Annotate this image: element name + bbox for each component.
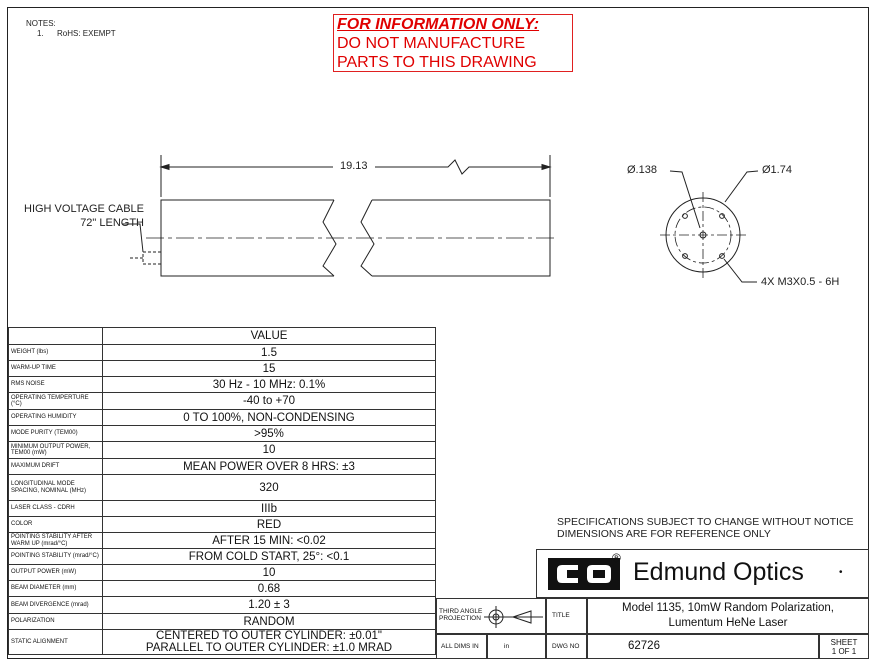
table-row — [9, 393, 436, 410]
table-row — [9, 377, 436, 393]
spec-value: FROM COLD START, 25°: <0.1 — [103, 549, 436, 565]
title-label-cell — [546, 598, 587, 634]
spec-value: 320 — [103, 475, 436, 501]
spec-key: POINTING STABILITY AFTER WARM UP (mrad/°C) — [9, 533, 103, 549]
leader-dia-large — [725, 171, 758, 202]
cable-callout — [24, 202, 144, 230]
leader-threads — [724, 259, 757, 282]
notice-line-2: DO NOT MANUFACTURE — [337, 35, 526, 52]
drawing-title-line-1: Model 1135, 10mW Random Polarization, — [621, 602, 834, 614]
table-row — [9, 597, 436, 614]
brand-dot: • — [839, 567, 843, 578]
table-row — [9, 459, 436, 475]
diameter-large-label: Ø1.74 — [762, 164, 792, 176]
sheet-cell — [819, 634, 869, 659]
spec-value-line: CENTERED TO OUTER CYLINDER: ±0.01" — [156, 630, 382, 642]
spec-table — [8, 327, 436, 655]
spec-key: POINTING STABILITY (mrad/°C) — [9, 549, 103, 565]
spec-value: -40 to +70 — [103, 393, 436, 410]
table-row — [9, 501, 436, 517]
spec-value: RED — [103, 517, 436, 533]
spec-key: COLOR — [9, 517, 103, 533]
notice-line-3: PARTS TO THIS DRAWING — [337, 54, 537, 71]
sheet-value: 1 OF 1 — [831, 647, 857, 656]
table-row — [9, 630, 436, 655]
spec-value: 10 — [103, 442, 436, 459]
spec-key: MODE PURITY (TEM00) — [9, 426, 103, 442]
spec-value: 1.5 — [103, 345, 436, 361]
notice-line-1: FOR INFORMATION ONLY: — [337, 16, 540, 33]
all-dims-label: ALL DIMS IN — [441, 643, 479, 650]
table-row — [9, 533, 436, 549]
spec-value: AFTER 15 MIN: <0.02 — [103, 533, 436, 549]
thread-hole-icon — [683, 214, 688, 219]
arrow-right-icon — [542, 165, 550, 170]
thread-callout-label: 4X M3X0.5 - 6H — [761, 276, 840, 288]
drawing-title-line-2: Lumentum HeNe Laser — [668, 617, 788, 629]
dimension-line-break — [375, 160, 550, 174]
table-row — [9, 361, 436, 377]
spec-key: OPERATING TEMPERTURE (°C) — [9, 393, 103, 410]
registered-mark: ® — [612, 551, 621, 565]
length-dimension: 19.13 — [340, 160, 368, 172]
table-row — [9, 426, 436, 442]
spec-key: OUTPUT POWER (mW) — [9, 565, 103, 581]
projection-label: THIRD ANGLE PROJECTION — [439, 608, 483, 622]
spec-value: RANDOM — [103, 614, 436, 630]
sheet-label: SHEET — [830, 638, 858, 647]
title-label: TITLE — [552, 612, 570, 619]
third-angle-projection-icon — [483, 605, 545, 629]
dwg-no-cell — [587, 634, 819, 659]
spec-key: OPERATING HUMIDITY — [9, 410, 103, 426]
spec-value: 1.20 ± 3 — [103, 597, 436, 614]
table-header-row — [9, 328, 436, 345]
notes-heading: NOTES: — [26, 19, 56, 28]
projection-cell — [436, 598, 546, 634]
spec-key: MINIMUM OUTPUT POWER, TEM00 (mW) — [9, 442, 103, 459]
spec-value: 15 — [103, 361, 436, 377]
spec-key: LONGITUDINAL MODE SPACING, NOMINAL (MHz) — [9, 475, 103, 501]
dwg-no-value: 62726 — [628, 640, 660, 652]
note-text: RoHS: EXEMPT — [57, 29, 116, 38]
spec-value: >95% — [103, 426, 436, 442]
all-dims-cell — [436, 634, 487, 659]
table-row — [9, 475, 436, 501]
spec-value: IIIb — [103, 501, 436, 517]
disclaimer-line-2: DIMENSIONS ARE FOR REFERENCE ONLY — [557, 528, 771, 540]
table-row — [9, 549, 436, 565]
table-row — [9, 442, 436, 459]
spec-key: BEAM DIAMETER (mm) — [9, 581, 103, 597]
table-header-value: VALUE — [103, 328, 436, 345]
spec-key: BEAM DIVERGENCE (mrad) — [9, 597, 103, 614]
diameter-small-label: Ø.138 — [627, 164, 657, 176]
dwg-no-label: DWG NO — [552, 643, 580, 650]
spec-key: MAXIMUM DRIFT — [9, 459, 103, 475]
table-header-key-cell — [9, 328, 103, 345]
spec-value: 30 Hz - 10 MHz: 0.1% — [103, 377, 436, 393]
brand-name: Edmund Optics — [633, 558, 804, 586]
spec-key: RMS NOISE — [9, 377, 103, 393]
table-row — [9, 410, 436, 426]
dwg-no-label-cell — [546, 634, 587, 659]
spec-value: MEAN POWER OVER 8 HRS: ±3 — [103, 459, 436, 475]
edmund-logo-icon — [548, 558, 620, 590]
table-row — [9, 614, 436, 630]
table-row — [9, 517, 436, 533]
spec-key: LASER CLASS - CDRH — [9, 501, 103, 517]
units-cell — [487, 634, 546, 659]
spec-value: 0 TO 100%, NON-CONDENSING — [103, 410, 436, 426]
title-cell — [587, 598, 869, 634]
leader-dia-small — [670, 171, 700, 228]
spec-key: WEIGHT (lbs) — [9, 345, 103, 361]
cable-label-line-2: 72" LENGTH — [80, 217, 145, 229]
disclaimer — [557, 516, 854, 540]
table-row — [9, 345, 436, 361]
spec-value: 10 — [103, 565, 436, 581]
arrow-left-icon — [161, 165, 169, 170]
spec-key: POLARIZATION — [9, 614, 103, 630]
spec-value: 0.68 — [103, 581, 436, 597]
table-row — [9, 565, 436, 581]
spec-key: WARM-UP TIME — [9, 361, 103, 377]
table-row — [9, 581, 436, 597]
cable-label-line-1: HIGH VOLTAGE CABLE — [24, 203, 145, 215]
note-number: 1. — [37, 29, 44, 38]
all-dims-value: in — [504, 643, 510, 650]
cable-connector — [143, 252, 161, 264]
spec-value-line: PARALLEL TO OUTER CYLINDER: ±1.0 MRAD — [145, 642, 393, 654]
disclaimer-line-1: SPECIFICATIONS SUBJECT TO CHANGE WITHOUT NOTICE — [557, 516, 854, 528]
spec-value-multiline — [103, 630, 436, 655]
spec-key: STATIC ALIGNMENT — [9, 630, 103, 655]
